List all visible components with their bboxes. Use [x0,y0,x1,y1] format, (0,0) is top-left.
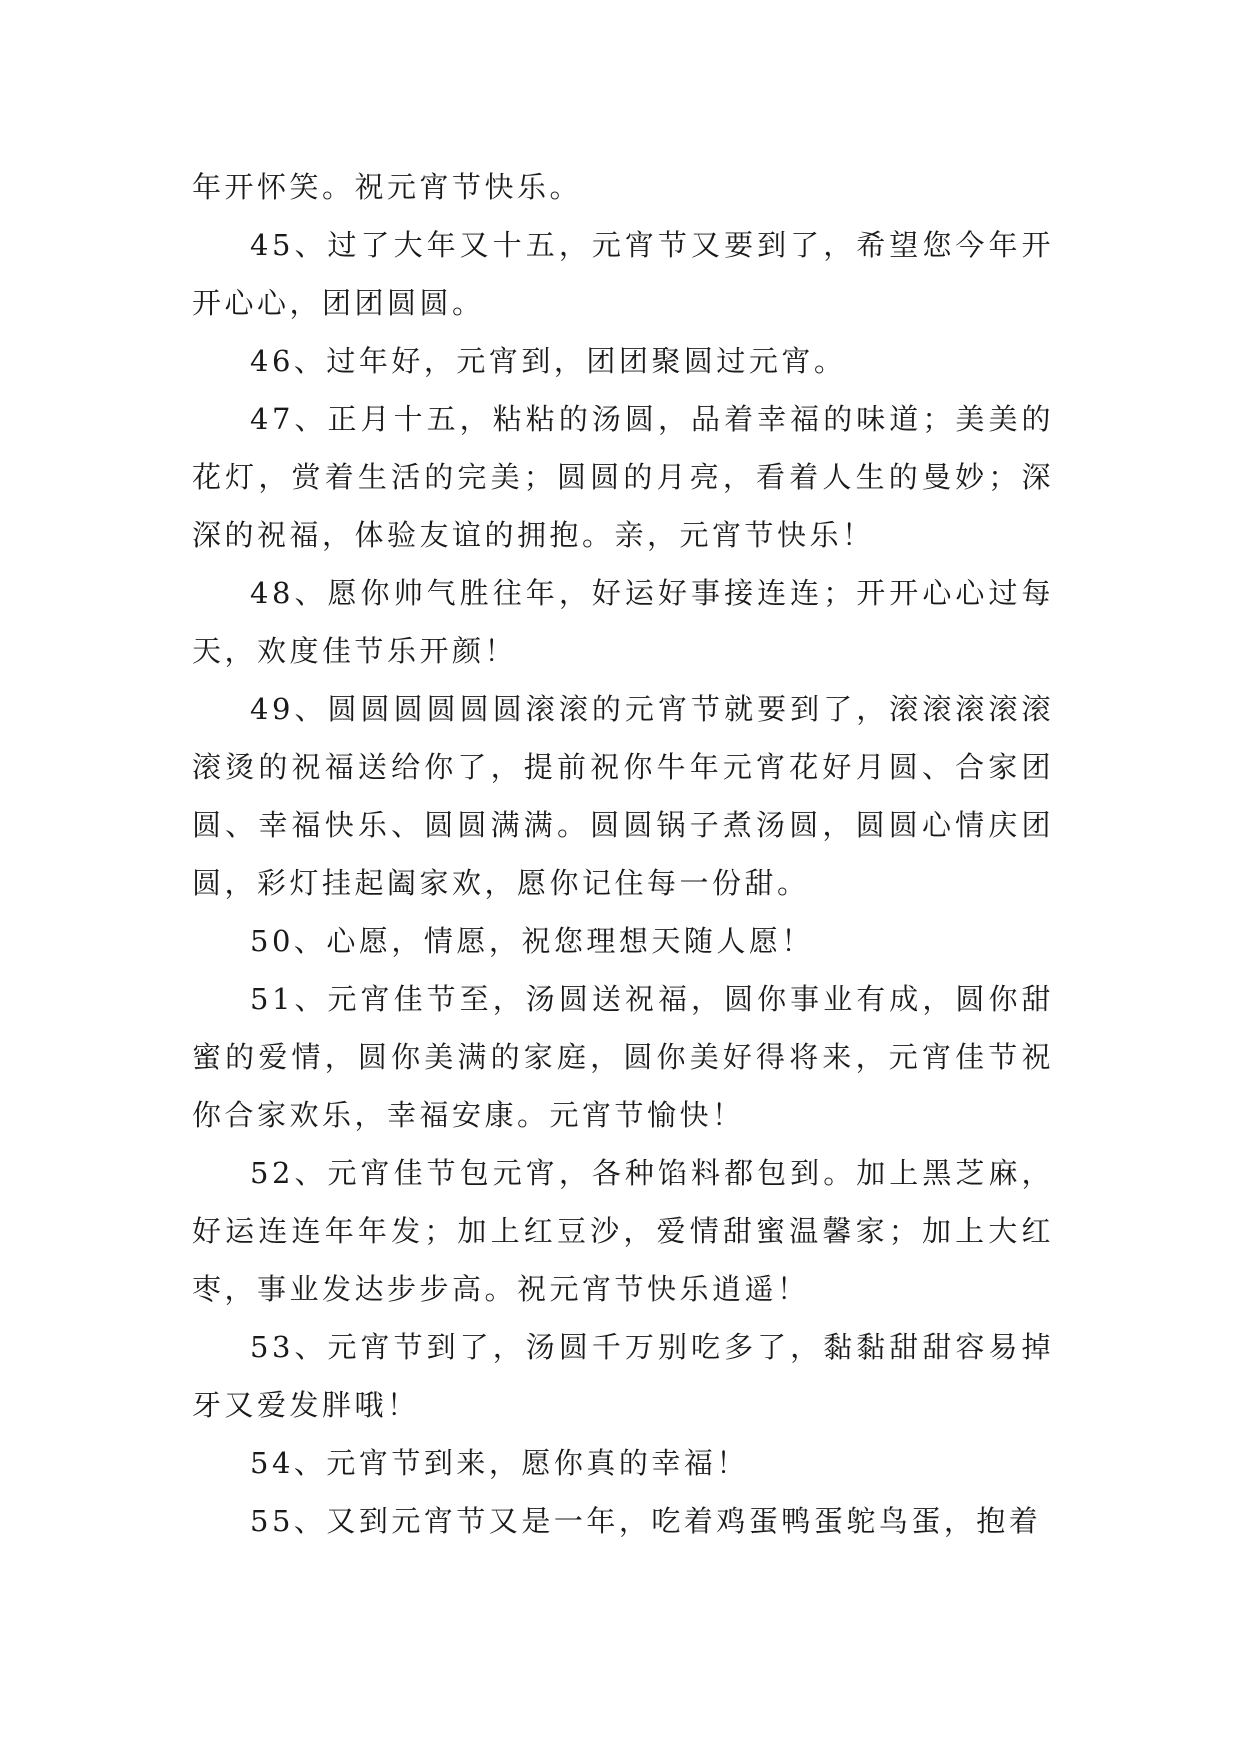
paragraph-continuation: 年开怀笑。祝元宵节快乐。 [192,170,583,204]
document-body [192,158,1054,1550]
paragraph-50: 50、心愿，情愿，祝您理想天随人愿！ [250,924,814,958]
paragraph-49: 49、圆圆圆圆圆圆滚滚的元宵节就要到了，滚滚滚滚滚滚烫的祝福送给你了，提前祝你牛年元宵花好月圆、合家团圆、幸福快乐、圆圆满满。圆圆锅子煮汤圆，圆圆心情庆团圆，彩灯挂起阖家欢，愿你记住每一份甜。 [192,692,1054,900]
paragraph-55: 55、又到元宵节又是一年，吃着鸡蛋鸭蛋鸵鸟蛋，抱着 [250,1504,1042,1538]
paragraph-47: 47、正月十五，粘粘的汤圆，品着幸福的味道；美美的花灯，赏着生活的完美；圆圆的月亮，看着人生的曼妙；深深的祝福，体验友谊的拥抱。亲，元宵节快乐！ [192,402,1054,552]
paragraph-54: 54、元宵节到来，愿你真的幸福！ [250,1446,749,1480]
paragraph-48: 48、愿你帅气胜往年，好运好事接连连；开开心心过每天，欢度佳节乐开颜！ [192,576,1054,668]
paragraph-51: 51、元宵佳节至，汤圆送祝福，圆你事业有成，圆你甜蜜的爱情，圆你美满的家庭，圆你美好得将来，元宵佳节祝你合家欢乐，幸福安康。元宵节愉快！ [192,982,1054,1132]
paragraph-45: 45、过了大年又十五，元宵节又要到了，希望您今年开开心心，团团圆圆。 [192,228,1054,320]
paragraph-46: 46、过年好，元宵到，团团聚圆过元宵。 [250,344,847,378]
paragraph-53: 53、元宵节到了，汤圆千万别吃多了，黏黏甜甜容易掉牙又爱发胖哦！ [192,1330,1054,1422]
paragraph-52: 52、元宵佳节包元宵，各种馅料都包到。加上黑芝麻，好运连连年年发；加上红豆沙，爱情甜蜜温馨家；加上大红枣，事业发达步步高。祝元宵节快乐逍遥！ [192,1156,1054,1306]
